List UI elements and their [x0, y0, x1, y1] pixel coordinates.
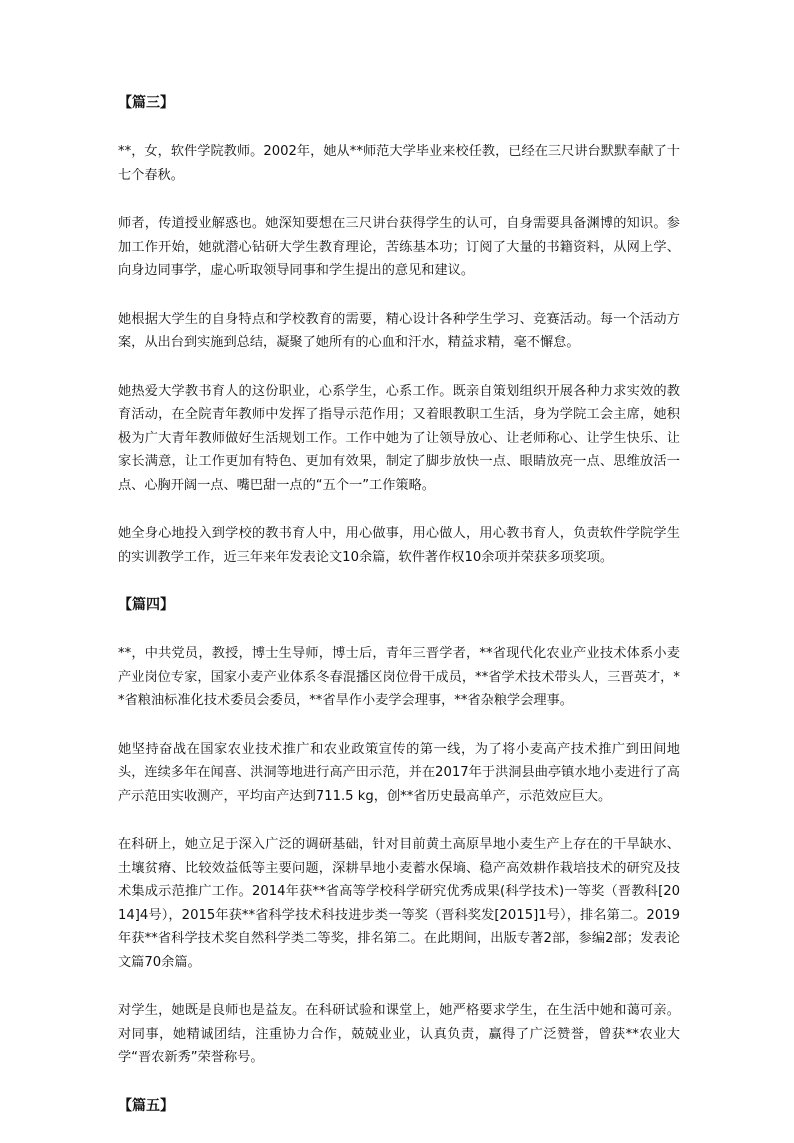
section-4-paragraph-1: **，中共党员，教授，博士生导师，博士后，青年三晋学者，**省现代化农业产业技术体系小麦产业岗位专家，国家小麦产业体系冬春混播区岗位骨干成员，**省学术技术带头人，三晋英才，**省粮油标准化技术委员会委员，**省旱作小麦学会理事，**省杂粮学会理事。 [118, 646, 680, 708]
section-heading-3: 【篇三】 [118, 95, 174, 111]
section-4-paragraph-3: 在科研上，她立足于深入广泛的调研基础，针对目前黄土高原旱地小麦生产上存在的干旱缺水、土壤贫瘠、比较效益低等主要问题，深耕旱地小麦蓄水保墒、稳产高效耕作栽培技术的研究及技术集成示范推广工作。2014年获**省高等学校科学研究优秀成果(科学技术)一等奖（晋教科[2014]4号），2015年获**省科学技术科技进步类一等奖（晋科奖发[2015]1号），排名第二。2019年获**省科学技术奖自然科学类二等奖，排名第二。在此期间，出版专著2部，参编2部；发表论文篇70余篇。 [118, 837, 680, 970]
section-heading-4: 【篇四】 [118, 597, 174, 613]
section-heading-5: 【篇五】 [118, 1097, 174, 1114]
section-4-paragraph-2: 她坚持奋战在国家农业技术推广和农业政策宣传的第一线，为了将小麦高产技术推广到田间地头，连续多年在闻喜、洪洞等地进行高产田示范，并在2017年于洪洞县曲亭镇水地小麦进行了高产示范田实收测产，平均亩产达到711.5 kg，创**省历史最高单产，示范效应巨大。 [118, 741, 680, 804]
section-3-paragraph-3: 她根据大学生的自身特点和学校教育的需要，精心设计各种学生学习、竞赛活动。每一个活动方案，从出台到实施到总结，凝聚了她所有的心血和汗水，精益求精，毫不懈怠。 [118, 311, 680, 350]
section-3-paragraph-4: 她热爱大学教书育人的这份职业，心系学生，心系工作。既亲自策划组织开展各种力求实效的教育活动，在全院青年教师中发挥了指导示范作用；又着眼教职工生活，身为学院工会主席，她积极为广大青年教师做好生活规划工作。工作中她为了让领导放心、让老师称心、让学生快乐、让家长满意，让工作更加有特色、更加有效果，制定了脚步放快一点、眼睛放亮一点、思维放活一点、心胸开阔一点、嘴巴甜一点的“五个一”工作策略。 [118, 383, 680, 493]
section-3-paragraph-5: 她全身心地投入到学校的教书育人中，用心做事，用心做人，用心教书育人，负责软件学院学生的实训教学工作，近三年来年发表论文10余篇，软件著作权10余项并荣获多项奖项。 [118, 526, 680, 565]
section-3-paragraph-2: 师者，传道授业解惑也。她深知要想在三尺讲台获得学生的认可，自身需要具备渊博的知识。参加工作开始，她就潜心钻研大学生教育理论，苦练基本功；订阅了大量的书籍资料，从网上学、向身边同事学，虚心听取领导同事和学生提出的意见和建议。 [118, 216, 680, 278]
section-4-paragraph-4: 对学生，她既是良师也是益友。在科研试验和课堂上，她严格要求学生，在生活中她和蔼可亲。对同事，她精诚团结，注重协力合作，兢兢业业，认真负责，赢得了广泛赞誉，曾获**农业大学“晋农新秀”荣誉称号。 [118, 1003, 680, 1065]
section-3-paragraph-1: **，女，软件学院教师。2002年，她从**师范大学毕业来校任教，已经在三尺讲台默默奉献了十七个春秋。 [118, 144, 680, 183]
document-page [118, 92, 680, 1143]
